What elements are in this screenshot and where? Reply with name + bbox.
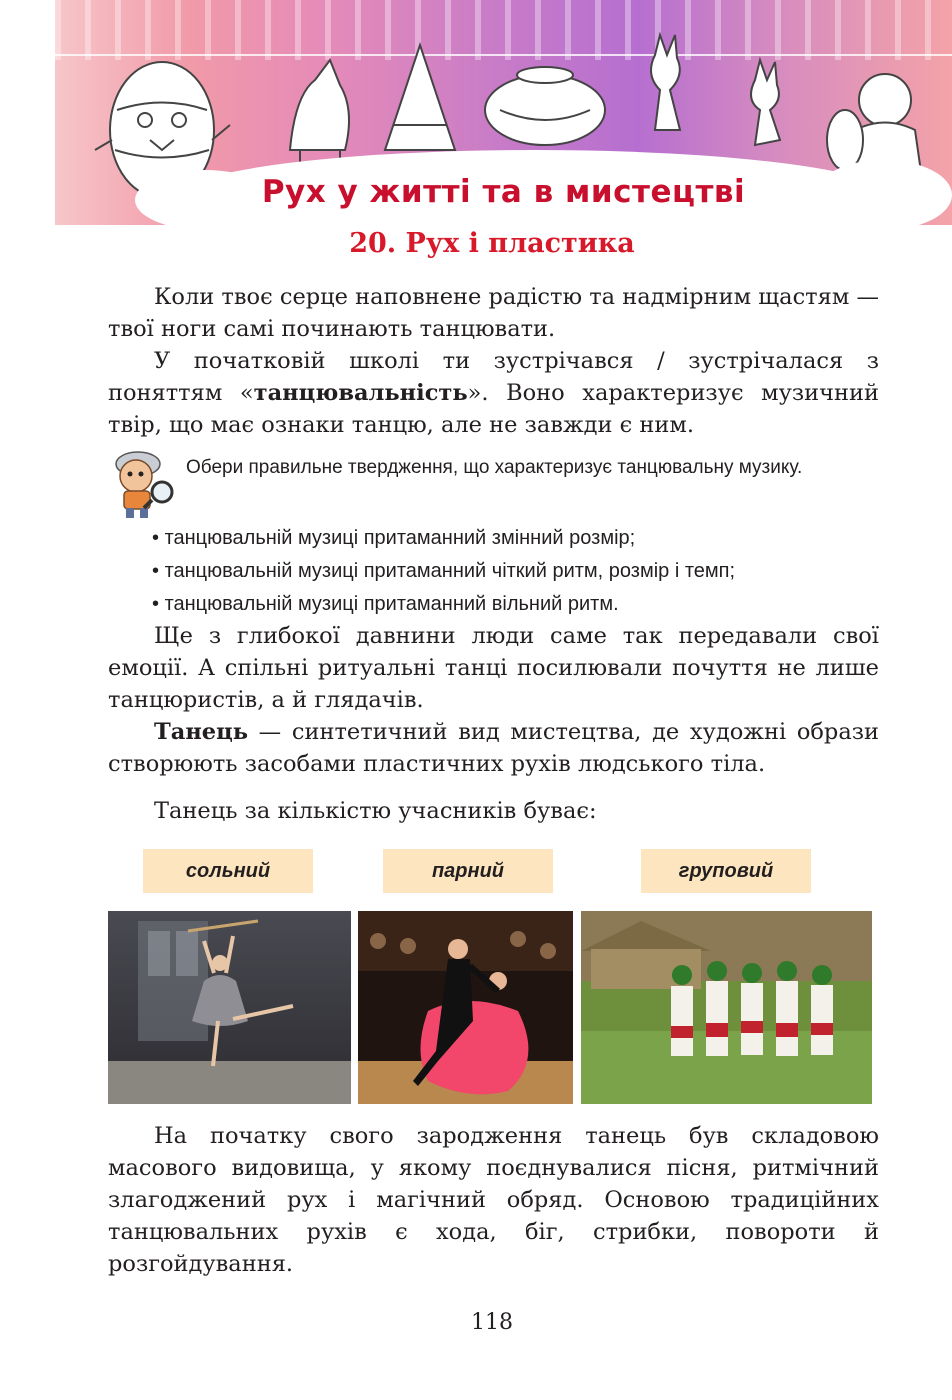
paragraph-origins xyxy=(108,1120,879,1280)
clay-pot-icon xyxy=(485,67,605,145)
label-solo: сольний xyxy=(143,849,313,893)
traditional-hat-icon xyxy=(385,45,455,150)
paragraph-text: — синтетичний вид мистецтва, де художні образи створюють засобами пластичних рухів людського тіла. xyxy=(108,719,879,777)
paragraph-text: У початковій школі ти зустрічався / зустрічалася з поняттям « xyxy=(108,348,879,406)
paragraph-text: ». Воно характеризує музичний твір, що має ознаки танцю, але не завжди є ним. xyxy=(108,380,879,438)
paragraph-text: Ще з глибокої давнини люди саме так передавали свої емоції. А спільні ритуальні танці посилювали почуття не лише танцюристів, а й глядачів. xyxy=(108,623,879,713)
label-group: груповий xyxy=(641,849,811,893)
dancing-rabbits-icon xyxy=(651,35,780,145)
label-pair: парний xyxy=(383,849,553,893)
page-number: 118 xyxy=(471,1310,513,1335)
paragraph-danceability xyxy=(108,345,879,441)
paragraph-definition xyxy=(108,716,879,780)
chapter-banner xyxy=(55,0,952,225)
lesson-title: 20. Рух і пластика xyxy=(349,228,635,259)
paragraph-history xyxy=(108,620,879,716)
answer-options xyxy=(152,522,892,621)
paragraph-text: На початку свого зародження танець був складовою масового видовища, у якому поєднувалися пісня, ритмічний злагоджений рух і магічний обряд. Основою традиційних танцювальних рухів є хода, біг, стрибки, повороти й розгойдування. xyxy=(108,1123,879,1277)
paragraph-text: Коли твоє серце наповнене радістю та надмірним щастям — твої ноги самі починають танцювати. xyxy=(108,284,879,342)
answer-option: • танцювальній музиці притаманний чіткий ритм, розмір і темп; xyxy=(152,555,892,588)
paragraph-types-intro xyxy=(108,795,879,827)
folk-round-dance-photo xyxy=(581,911,872,1104)
paragraph-intro xyxy=(108,281,879,345)
term-dance: Танець xyxy=(154,719,248,745)
paragraph-text: Танець за кількістю учасників буває: xyxy=(154,798,597,824)
ballerina-photo xyxy=(108,911,351,1104)
term-danceability: танцювальність xyxy=(253,380,468,406)
ballroom-couple-photo xyxy=(358,911,573,1104)
detective-magnifier-icon xyxy=(108,446,176,522)
section-title: Рух у житті та в мистецтві xyxy=(261,174,746,210)
task-prompt: Обери правильне твердження, що характеризує танцювальну музику. xyxy=(186,457,803,478)
answer-option: • танцювальній музиці притаманний змінний розмір; xyxy=(152,522,892,555)
answer-option: • танцювальній музиці притаманний вільний ритм. xyxy=(152,588,892,621)
